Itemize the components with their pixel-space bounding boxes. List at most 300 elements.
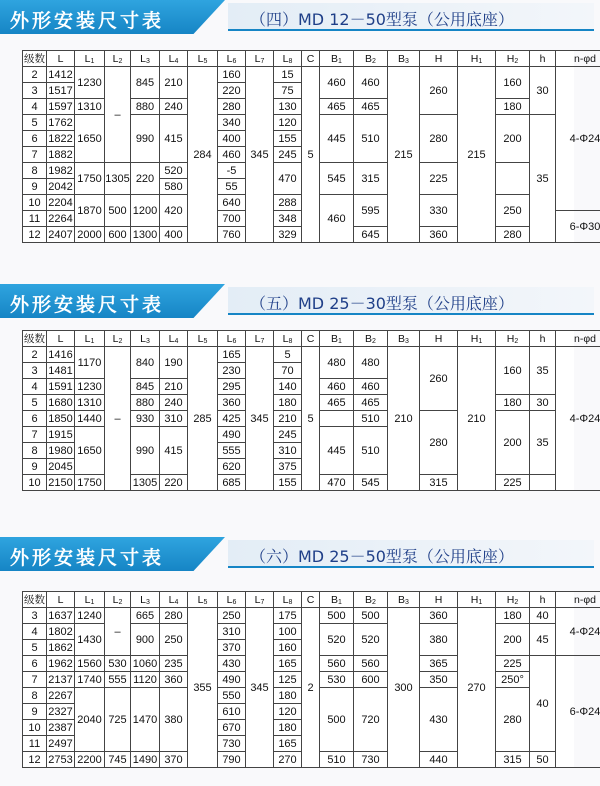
table-cell: 460 — [320, 379, 354, 395]
table-cell: 1597 — [48, 100, 73, 113]
table-cell: 215 — [458, 67, 496, 243]
table-cell: 220 — [160, 475, 188, 491]
table-cell: 480 — [320, 347, 354, 379]
table-cell: 250 — [218, 608, 246, 624]
section-md25-30 — [0, 284, 600, 489]
table-cell: 225 — [496, 475, 530, 491]
col-header: $L_7$ — [246, 51, 274, 67]
table-cell: 245 — [274, 147, 302, 163]
table-cell: 510 — [354, 411, 388, 427]
table-cell: 45 — [530, 624, 556, 656]
table-row — [23, 67, 600, 83]
table-cell: 2000 — [75, 227, 105, 243]
table-cell: 900 — [131, 624, 160, 656]
table-cell: 9 — [23, 179, 47, 195]
table-cell: 465 — [320, 99, 354, 115]
col-header: $H_2$ — [496, 51, 530, 67]
table-cell: 2264 — [48, 212, 73, 225]
table-cell: 240 — [160, 99, 188, 115]
table-cell: 10 — [23, 720, 47, 736]
table-cell: 280 — [496, 688, 530, 752]
table-cell: 380 — [160, 688, 188, 752]
table-cell: 30 — [530, 67, 556, 115]
table-cell: 180 — [274, 720, 302, 736]
table-cell: 9 — [23, 459, 47, 475]
section-subtitle: （六）MD 25－50型泵（公用底座） — [250, 547, 514, 566]
col-header: $B_2$ — [354, 51, 388, 67]
table-cell: 4 — [23, 624, 47, 640]
table-cell: 165 — [218, 347, 246, 363]
table-cell: 310 — [218, 624, 246, 640]
col-header: $B_3$ — [388, 331, 420, 347]
table-cell: 1740 — [75, 672, 105, 688]
table-cell: 1637 — [48, 609, 73, 622]
table-cell: 260 — [420, 347, 458, 411]
table-cell: 600 — [105, 227, 131, 243]
table-cell: 210 — [388, 347, 420, 491]
table-cell: 460 — [320, 195, 354, 243]
table-cell: – — [105, 347, 131, 491]
table-cell: 2753 — [48, 753, 73, 766]
table-cell: 1980 — [48, 444, 73, 457]
table-cell: 880 — [131, 395, 160, 411]
table-cell: 284 — [188, 67, 218, 243]
table-cell: 1305 — [105, 163, 131, 195]
col-header: h — [530, 331, 556, 347]
table-cell: 7 — [23, 672, 47, 688]
table-cell: 4 — [23, 99, 47, 115]
section-md12-50 — [0, 0, 600, 241]
table-cell: 1750 — [75, 163, 105, 195]
table-cell: 220 — [218, 83, 246, 99]
table-cell: 200 — [496, 115, 530, 163]
table-cell: 7 — [23, 147, 47, 163]
table-cell: 670 — [218, 720, 246, 736]
table-cell: 120 — [274, 704, 302, 720]
table-cell: 225 — [420, 163, 458, 195]
table-cell: 990 — [131, 427, 160, 475]
table-cell: 315 — [496, 752, 530, 768]
table-cell: 600 — [354, 672, 388, 688]
table-cell: 380 — [420, 624, 458, 656]
table-cell: 360 — [420, 608, 458, 624]
col-header: L — [47, 331, 75, 347]
table-cell: 610 — [218, 704, 246, 720]
table-cell: 545 — [354, 475, 388, 491]
table-cell: 7 — [23, 427, 47, 443]
col-header: H — [420, 592, 458, 608]
table-cell: 5 — [274, 347, 302, 363]
table-cell: 465 — [320, 395, 354, 411]
table-cell: 1416 — [48, 348, 73, 361]
table-cell: 1490 — [131, 752, 160, 768]
table-cell: 180 — [274, 395, 302, 411]
table-cell: 840 — [131, 347, 160, 379]
table-cell: 470 — [320, 475, 354, 491]
table-row — [23, 347, 600, 363]
table-cell: 430 — [218, 656, 246, 672]
table-cell: 260 — [420, 67, 458, 115]
table-cell: 295 — [218, 379, 246, 395]
table-cell: 3 — [23, 363, 47, 379]
table-cell: 235 — [160, 656, 188, 672]
table-cell: 640 — [218, 195, 246, 211]
col-header: h — [530, 592, 556, 608]
col-header: L — [47, 51, 75, 67]
table-cell: 140 — [274, 379, 302, 395]
table-cell: 360 — [420, 227, 458, 243]
table-cell: 685 — [218, 475, 246, 491]
table-cell: 560 — [354, 656, 388, 672]
table-cell: 1915 — [48, 428, 73, 441]
table-cell: 580 — [160, 179, 188, 195]
table-cell: 880 — [131, 99, 160, 115]
section-subtitle: （四）MD 12－50型泵（公用底座） — [250, 10, 514, 29]
table-cell: 370 — [218, 640, 246, 656]
table-cell: 30 — [530, 395, 556, 411]
col-header: $B_2$ — [354, 592, 388, 608]
col-header: n-φd — [556, 331, 600, 347]
table-cell: 310 — [274, 443, 302, 459]
table-cell: 120 — [274, 115, 302, 131]
table-cell: 465 — [354, 99, 388, 115]
table-cell: 360 — [218, 395, 246, 411]
table-cell: 490 — [218, 672, 246, 688]
table-cell: 5 — [23, 115, 47, 131]
col-header: n-φd — [556, 51, 600, 67]
table-cell: 130 — [274, 99, 302, 115]
section-title: 外形安装尺寸表 — [10, 547, 165, 569]
table-cell: 2040 — [75, 688, 105, 752]
table-cell: 280 — [420, 411, 458, 475]
table-cell: 1310 — [75, 395, 105, 411]
col-header: $L_6$ — [218, 331, 246, 347]
table-cell: 360 — [160, 672, 188, 688]
table-cell: 6 — [23, 411, 47, 427]
col-header: C — [302, 592, 320, 608]
table-cell: 2387 — [48, 721, 73, 734]
table-cell: 215 — [388, 67, 420, 243]
table-cell: 4-Φ24 — [556, 347, 600, 491]
table-cell: 6 — [23, 131, 47, 147]
table-cell — [320, 411, 354, 427]
table-cell: 35 — [530, 347, 556, 395]
col-header: h — [530, 51, 556, 67]
table-cell: 310 — [160, 411, 188, 427]
table-cell: 1305 — [131, 475, 160, 491]
table-cell: 2137 — [48, 673, 73, 686]
table-cell: 190 — [160, 347, 188, 379]
col-header: 级数 — [23, 331, 47, 347]
table-cell: 460 — [320, 67, 354, 99]
col-header: 级数 — [23, 51, 47, 67]
col-header: L — [47, 592, 75, 608]
table-cell: 5 — [302, 347, 320, 491]
table-cell: 40 — [530, 656, 556, 752]
table-cell: 5 — [23, 640, 47, 656]
table-cell: 530 — [320, 672, 354, 688]
table-cell: 180 — [496, 395, 530, 411]
table-cell: 10 — [23, 475, 47, 491]
col-header: n-φd — [556, 592, 600, 608]
table-cell: 520 — [354, 624, 388, 656]
table-cell: 500 — [320, 688, 354, 752]
table-cell: 420 — [160, 195, 188, 227]
col-header: $L_6$ — [218, 51, 246, 67]
table-cell: -5 — [218, 163, 246, 179]
table-cell: 1310 — [75, 99, 105, 115]
col-header: $H_1$ — [458, 592, 496, 608]
table-cell: 330 — [420, 195, 458, 227]
table-cell: 75 — [274, 83, 302, 99]
col-header: $B_3$ — [388, 51, 420, 67]
table-cell: 500 — [354, 608, 388, 624]
table-cell: 1862 — [48, 641, 73, 654]
table-cell: 550 — [218, 688, 246, 704]
col-header: $L_2$ — [105, 592, 131, 608]
dimension-table — [22, 330, 600, 491]
table-cell: 8 — [23, 688, 47, 704]
table-cell: 2042 — [48, 180, 73, 193]
table-cell: 460 — [218, 147, 246, 163]
table-cell: 700 — [218, 211, 246, 227]
col-header: $L_1$ — [75, 51, 105, 67]
col-header: $L_4$ — [160, 51, 188, 67]
section-title: 外形安装尺寸表 — [10, 294, 165, 316]
table-cell: 415 — [160, 115, 188, 163]
table-cell: 288 — [274, 195, 302, 211]
table-cell: 160 — [274, 640, 302, 656]
table-cell: 55 — [218, 179, 246, 195]
table-cell: 760 — [218, 227, 246, 243]
col-header: $L_4$ — [160, 331, 188, 347]
table-cell: 345 — [246, 347, 274, 491]
header-row — [23, 331, 600, 347]
table-cell: 240 — [160, 395, 188, 411]
table-cell: 280 — [218, 99, 246, 115]
table-cell: 200 — [496, 411, 530, 475]
table-cell: 620 — [218, 459, 246, 475]
col-header: $L_1$ — [75, 331, 105, 347]
table-cell: 745 — [105, 752, 131, 768]
section-banner — [0, 284, 600, 318]
table-cell: 1120 — [131, 672, 160, 688]
table-cell: 285 — [188, 347, 218, 491]
table-cell: 645 — [354, 227, 388, 243]
table-cell: 12 — [23, 227, 47, 243]
table-cell: 1822 — [48, 132, 73, 145]
table-cell: 1240 — [75, 608, 105, 624]
col-header: C — [302, 51, 320, 67]
header-row — [23, 592, 600, 608]
table-cell: 500 — [320, 608, 354, 624]
table-cell: 1962 — [48, 657, 73, 670]
table-cell: 990 — [131, 115, 160, 163]
table-cell: 350 — [420, 672, 458, 688]
table-cell: 2 — [23, 347, 47, 363]
table-cell: 155 — [274, 475, 302, 491]
table-cell: 2 — [23, 67, 47, 83]
col-header: $L_8$ — [274, 592, 302, 608]
table-cell: 155 — [274, 131, 302, 147]
table-cell: 6 — [23, 656, 47, 672]
table-cell: 2204 — [48, 196, 73, 209]
table-cell: 6-Φ30 — [556, 211, 600, 243]
table-cell: 280 — [420, 115, 458, 163]
dimension-table — [22, 50, 600, 243]
table-cell: 400 — [160, 227, 188, 243]
table-cell: 465 — [354, 395, 388, 411]
table-cell: 1470 — [131, 688, 160, 752]
table-cell: 2200 — [75, 752, 105, 768]
table-cell: 11 — [23, 736, 47, 752]
col-header: 级数 — [23, 592, 47, 608]
table-cell: 470 — [274, 163, 302, 195]
table-cell: 340 — [218, 115, 246, 131]
col-header: $B_1$ — [320, 51, 354, 67]
table-cell: 595 — [354, 195, 388, 227]
table-cell: 790 — [218, 752, 246, 768]
table-cell: 160 — [218, 67, 246, 83]
col-header: $L_7$ — [246, 331, 274, 347]
table-cell: 270 — [458, 608, 496, 768]
col-header: $H_2$ — [496, 331, 530, 347]
col-header: C — [302, 331, 320, 347]
col-header: $L_8$ — [274, 51, 302, 67]
table-cell: 490 — [218, 427, 246, 443]
table-cell: 3 — [23, 83, 47, 99]
table-cell: 1850 — [48, 412, 73, 425]
table-cell: 1481 — [48, 364, 73, 377]
col-header: $L_6$ — [218, 592, 246, 608]
table-cell: 1762 — [48, 116, 73, 129]
table-cell: 845 — [131, 379, 160, 395]
table-cell: 50 — [530, 752, 556, 768]
table-cell: 2497 — [48, 737, 73, 750]
table-cell: 5 — [302, 67, 320, 243]
table-cell: 445 — [320, 427, 354, 475]
table-cell: 1412 — [48, 68, 73, 81]
table-cell: 1170 — [75, 347, 105, 379]
table-cell: 160 — [496, 67, 530, 99]
col-header: $L_5$ — [188, 51, 218, 67]
table-cell: 250° — [496, 672, 530, 688]
table-cell: 460 — [354, 379, 388, 395]
table-cell: 1591 — [48, 380, 73, 393]
table-cell: 1560 — [75, 656, 105, 672]
table-cell: 3 — [23, 608, 47, 624]
table-cell: 1517 — [48, 84, 73, 97]
table-cell: 210 — [274, 411, 302, 427]
col-header: $L_7$ — [246, 592, 274, 608]
table-cell: 6-Φ24 — [556, 656, 600, 768]
table-cell: 370 — [160, 752, 188, 768]
table-cell: 35 — [530, 411, 556, 475]
col-header: $L_1$ — [75, 592, 105, 608]
table-cell: 1870 — [75, 195, 105, 227]
table-cell: 1650 — [75, 115, 105, 163]
table-cell: 180 — [496, 608, 530, 624]
col-header: $B_1$ — [320, 331, 354, 347]
table-cell: 165 — [274, 656, 302, 672]
table-cell: 270 — [274, 752, 302, 768]
table-cell: 365 — [420, 656, 458, 672]
table-cell: 11 — [23, 211, 47, 227]
table-cell: 1440 — [75, 411, 105, 427]
table-cell: 2 — [302, 608, 320, 768]
table-cell: 2327 — [48, 705, 73, 718]
table-cell: 230 — [218, 363, 246, 379]
table-cell: 555 — [218, 443, 246, 459]
table-cell: 480 — [354, 347, 388, 379]
table-cell: 1430 — [75, 624, 105, 656]
table-cell: 8 — [23, 443, 47, 459]
table-cell: 9 — [23, 704, 47, 720]
col-header: $L_8$ — [274, 331, 302, 347]
table-cell: 329 — [274, 227, 302, 243]
col-header: $H_1$ — [458, 331, 496, 347]
table-cell: 175 — [274, 608, 302, 624]
col-header: H — [420, 331, 458, 347]
table-row — [23, 608, 600, 624]
table-cell: 10 — [23, 195, 47, 211]
table-cell: 460 — [354, 67, 388, 99]
table-cell: 1060 — [131, 656, 160, 672]
table-cell: 415 — [160, 427, 188, 475]
table-cell: 300 — [388, 608, 420, 768]
col-header: $L_5$ — [188, 331, 218, 347]
table-cell: 930 — [131, 411, 160, 427]
table-cell: 520 — [160, 163, 188, 179]
table-cell: 720 — [354, 688, 388, 752]
header-row — [23, 51, 600, 67]
table-cell: 5 — [23, 395, 47, 411]
table-cell: 200 — [496, 624, 530, 656]
table-cell: 180 — [274, 688, 302, 704]
table-cell: 665 — [131, 608, 160, 624]
col-header: H — [420, 51, 458, 67]
table-cell: 1982 — [48, 164, 73, 177]
table-cell: 375 — [274, 459, 302, 475]
table-cell: 70 — [274, 363, 302, 379]
section-md25-50 — [0, 537, 600, 766]
table-cell: – — [105, 67, 131, 163]
table-cell: 555 — [105, 672, 131, 688]
table-cell: 2045 — [48, 460, 73, 473]
table-cell: 210 — [458, 347, 496, 491]
table-cell: 250 — [496, 195, 530, 227]
section-banner — [0, 0, 600, 34]
table-cell: – — [105, 608, 131, 656]
dimension-table — [22, 591, 600, 768]
table-cell: 1750 — [75, 475, 105, 491]
table-cell: 1230 — [75, 67, 105, 99]
table-cell: 1650 — [75, 427, 105, 475]
table-cell: 345 — [246, 67, 274, 243]
table-cell: 445 — [320, 115, 354, 163]
table-cell: 845 — [131, 67, 160, 99]
col-header: $B_3$ — [388, 592, 420, 608]
table-cell: 165 — [274, 736, 302, 752]
col-header: $H_2$ — [496, 592, 530, 608]
table-cell: 2150 — [48, 476, 73, 489]
table-cell: 545 — [320, 163, 354, 195]
table-cell: 730 — [218, 736, 246, 752]
table-cell: 160 — [496, 347, 530, 395]
table-cell: 345 — [246, 608, 274, 768]
col-header: $L_2$ — [105, 331, 131, 347]
col-header: $L_5$ — [188, 592, 218, 608]
